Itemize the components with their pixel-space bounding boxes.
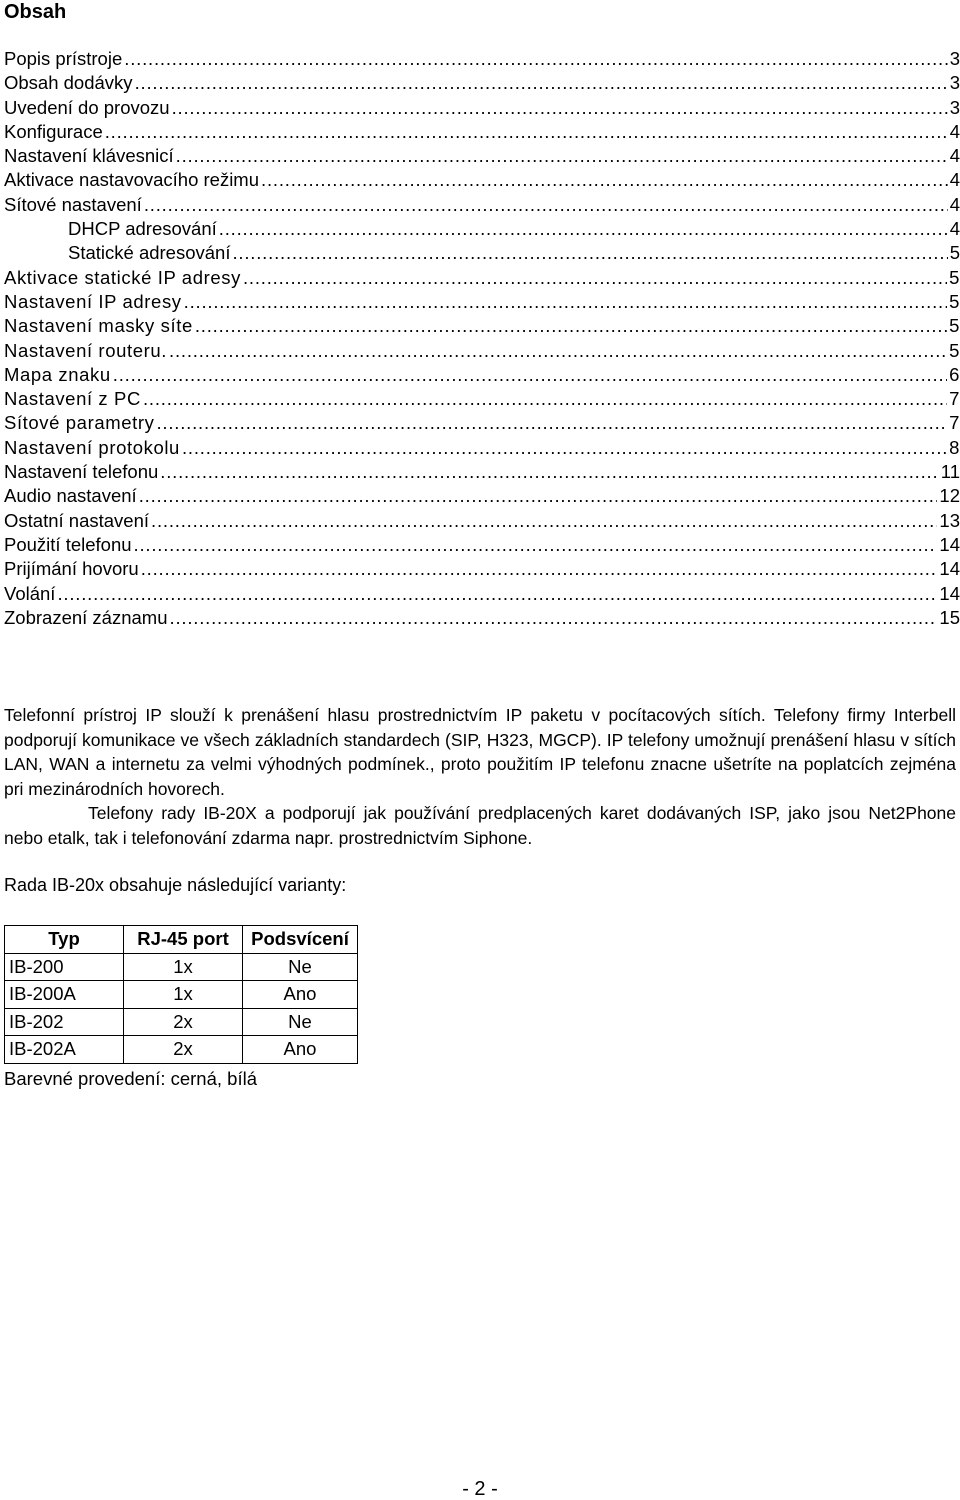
toc-entry-label: Mapa znaku [4,363,111,385]
toc-leader-dots [160,460,939,484]
toc-entry-label: Uvedení do provozu [4,96,170,118]
variants-table [4,925,358,1064]
toc-leader-dots [184,290,947,314]
toc-leader-dots [105,120,948,144]
toc-leader-dots [156,411,947,435]
toc-entry-label: Ostatní nastavení [4,509,150,531]
cell-backlight: Ne [243,953,358,981]
toc-entry-label: Použití telefonu [4,533,132,555]
toc-entry-page: 4 [949,169,960,191]
toc-entry[interactable] [4,71,960,95]
cell-backlight: Ano [243,981,358,1009]
toc-entry[interactable] [4,363,960,387]
toc-entry-page: 4 [949,145,960,167]
toc-leader-dots [57,582,937,606]
toc-entry-page: 4 [949,120,960,142]
color-variants-note: Barevné provedení: cerná, bílá [4,1068,257,1089]
toc-subentry[interactable] [4,217,960,241]
toc-entry-page: 5 [949,290,960,312]
toc-entry[interactable] [4,411,960,435]
toc-entry-label: Aktivace statické IP adresy [4,266,241,288]
toc-entry-label: Nastavení masky síte [4,315,193,337]
toc-entry-page: 3 [949,96,960,118]
toc-entry[interactable] [4,460,960,484]
toc-leader-dots [139,484,938,508]
toc-entry-label: Nastavení routeru. [4,339,167,361]
toc-entry[interactable] [4,47,960,71]
column-header-backlight: Podsvícení [243,926,358,954]
toc-leader-dots [176,144,948,168]
toc-entry-label: Sítové parametry [4,412,155,434]
toc-entry[interactable] [4,436,960,460]
toc-entry-page: 5 [949,315,960,337]
second-paragraph: Telefony rady IB-20X a podporují jak používání predplacených karet dodávaných ISP, jako jsou Net2Phone nebo etalk, tak i telefonování zdarma napr. prostrednictvím Siphone. [4,803,956,848]
variants-intro-text: Rada IB-20x obsahuje následující varianty: [4,875,347,895]
toc-entry[interactable] [4,339,960,363]
toc-entry[interactable] [4,387,960,411]
toc-entry-label: Audio nastavení [4,485,137,507]
toc-entry-page: 12 [939,485,960,507]
toc-entry-page: 3 [949,48,960,69]
cell-rj45-port: 1x [124,981,243,1009]
toc-entry-label: Nastavení protokolu [4,436,180,458]
table-row [5,1036,358,1064]
table-of-contents [4,47,960,630]
toc-entry-page: 14 [939,582,960,604]
toc-entry-page: 14 [939,558,960,580]
toc-entry-label: Volání [4,582,56,604]
toc-entry-label: Popis prístroje [4,48,123,69]
cell-backlight: Ano [243,1036,358,1064]
page-number: - 2 - [462,1478,498,1500]
toc-entry-page: 11 [940,461,960,483]
toc-leader-dots [135,71,948,95]
toc-leader-dots [195,314,947,338]
toc-entry-page: 6 [949,363,960,385]
toc-entry-page: 3 [949,72,960,94]
toc-entry[interactable] [4,484,960,508]
toc-leader-dots [182,436,947,460]
toc-entry-page: 5 [949,266,960,288]
toc-entry[interactable] [4,606,960,630]
toc-leader-dots [261,168,948,192]
toc-leader-dots [141,557,938,581]
toc-entry-page: 8 [949,436,960,458]
toc-entry-label: Prijímání hovoru [4,558,139,580]
toc-entry-page: 14 [939,533,960,555]
toc-entry[interactable] [4,120,960,144]
toc-entry[interactable] [4,533,960,557]
column-header-type: Typ [5,926,124,954]
toc-entry-label: Sítové nastavení [4,193,142,215]
toc-entry-page: 7 [949,388,960,410]
toc-entry-page: 15 [939,606,960,628]
cell-rj45-port: 1x [124,953,243,981]
toc-leader-dots [232,241,947,265]
cell-backlight: Ne [243,1008,358,1036]
toc-entry-label: Konfigurace [4,120,103,142]
toc-leader-dots [170,606,938,630]
cell-rj45-port: 2x [124,1036,243,1064]
column-header-rj45-port: RJ-45 port [124,926,243,954]
toc-leader-dots [243,266,947,290]
toc-entry-label: Nastavení IP adresy [4,290,182,312]
toc-entry-label: Obsah dodávky [4,72,133,94]
toc-subentry[interactable] [4,241,960,265]
toc-entry[interactable] [4,509,960,533]
toc-leader-dots [219,217,948,241]
toc-leader-dots [151,509,937,533]
toc-entry[interactable] [4,290,960,314]
toc-entry[interactable] [4,96,960,120]
cell-rj45-port: 2x [124,1008,243,1036]
toc-entry-page: 4 [949,218,960,240]
toc-entry-page: 7 [949,412,960,434]
table-row [5,981,358,1009]
cell-type: IB-200A [5,981,124,1009]
toc-leader-dots [134,533,938,557]
toc-entry[interactable] [4,193,960,217]
cell-type: IB-200 [5,953,124,981]
toc-entry[interactable] [4,168,960,192]
toc-entry[interactable] [4,582,960,606]
table-row [5,953,358,981]
toc-entry-page: 5 [949,339,960,361]
toc-entry-page: 4 [949,193,960,215]
toc-entry-label: Statické adresování [68,242,231,264]
cell-type: IB-202A [5,1036,124,1064]
toc-leader-dots [172,96,948,120]
toc-leader-dots [124,47,947,71]
toc-entry-label: Aktivace nastavovacího režimu [4,169,260,191]
toc-leader-dots [144,193,948,217]
toc-entry-label: DHCP adresování [68,218,217,240]
toc-entry-label: Nastavení klávesnicí [4,145,174,167]
page-title: Obsah [4,1,67,23]
toc-entry[interactable] [4,266,960,290]
toc-entry-page: 13 [939,509,960,531]
toc-leader-dots [113,363,947,387]
intro-paragraph: Telefonní prístroj IP slouží k prenášení hlasu prostrednictvím IP paketu v pocítacových sítích. Telefony firmy Interbell podporují komunikace ve všech základních standardech (SIP, H323, MGCP). IP telefony umožnují prenášení hlasu v sítích LAN, WAN a internetu za velmi výhodných podmínek., proto použitím IP telefonu znacne ušetríte na poplatcích zejména pri mezinárodních hovorech. [4,705,956,799]
toc-entry-label: Nastavení z PC [4,388,141,410]
toc-entry-label: Zobrazení záznamu [4,606,168,628]
intro-text-block [4,703,956,850]
toc-entry[interactable] [4,314,960,338]
toc-leader-dots [143,387,947,411]
toc-entry[interactable] [4,557,960,581]
table-header-row [5,926,358,954]
toc-leader-dots [169,339,947,363]
table-row [5,1008,358,1036]
toc-entry[interactable] [4,144,960,168]
toc-entry-label: Nastavení telefonu [4,461,159,483]
toc-entry-page: 5 [949,242,960,264]
cell-type: IB-202 [5,1008,124,1036]
